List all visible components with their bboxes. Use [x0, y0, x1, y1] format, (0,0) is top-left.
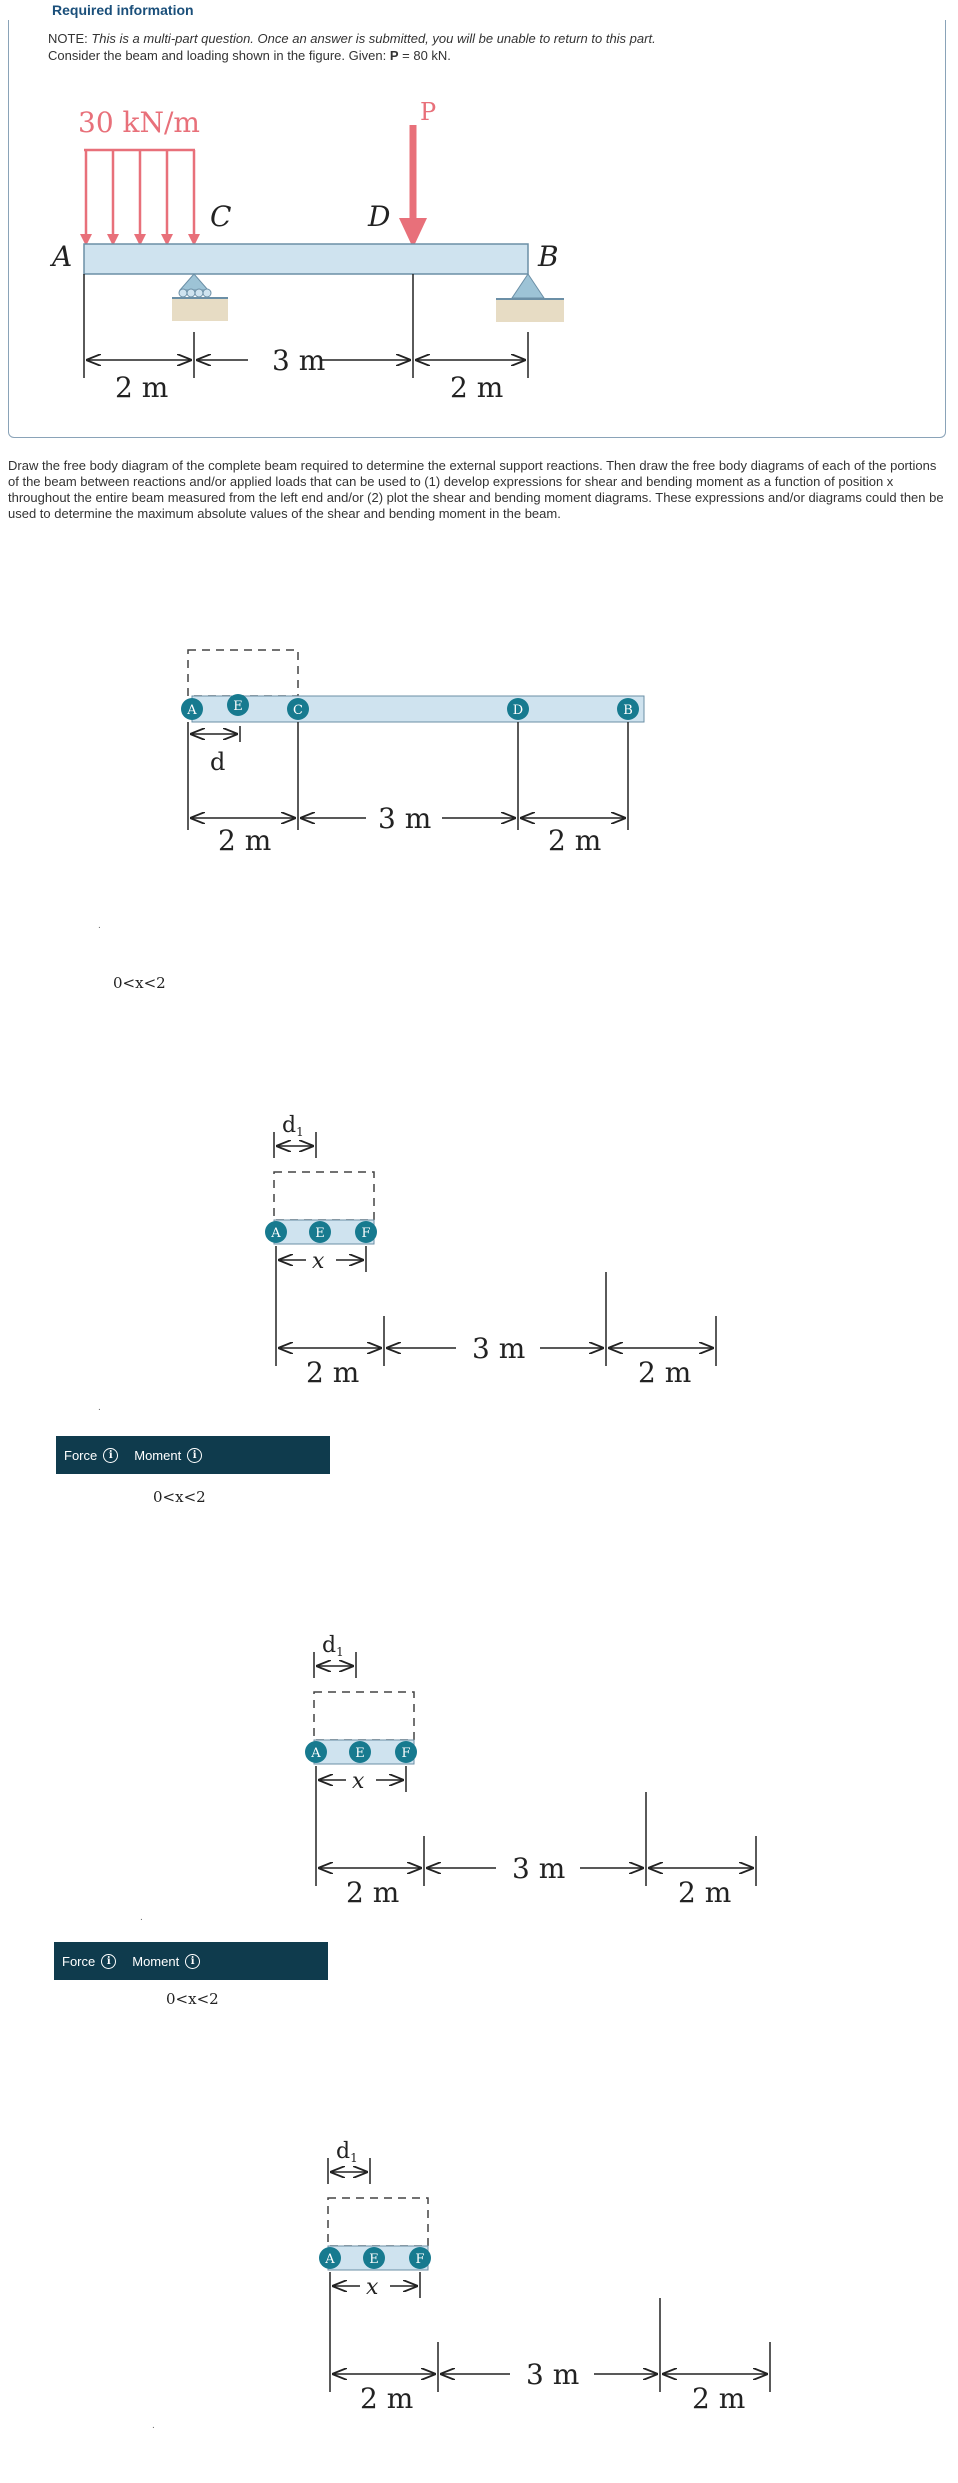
- svg-text:A: A: [187, 703, 197, 718]
- d1-label: d1: [282, 1113, 304, 1139]
- d1-label: d1: [336, 2139, 358, 2165]
- diag4-dim-3m: 3 m: [526, 2358, 580, 2391]
- diag2-dim-2m: 2 m: [306, 1356, 360, 1389]
- beam-figure: [20, 90, 580, 420]
- instructions-text: Draw the free body diagram of the complete beam required to determine the external support reactions. Then draw the free body diagrams of each of the portions of the beam between reactions and/or applied loads that can be used to (1) develop expressions for shear and bending moment as a function of position x throughout the entire beam measured from the left end and/or (2) plot the shear and bending moment diagrams. These expressions and/or diagrams could then be used to determine the maximum absolute values of the shear and bending moment in the beam.: [8, 458, 944, 521]
- moment-tool[interactable]: Moment i: [134, 1448, 202, 1463]
- note-body: This is a multi-part question. Once an answer is submitted, you will be unable to return to this part.: [91, 31, 656, 46]
- given-p: P: [389, 48, 399, 63]
- required-information-title: Required information: [52, 2, 194, 18]
- pin-support: [496, 274, 564, 322]
- seg1-node-e[interactable]: [309, 1221, 331, 1243]
- selection-box: [314, 1692, 414, 1740]
- dot-mark: .: [98, 920, 101, 931]
- seg3-node-f[interactable]: [409, 2247, 431, 2269]
- diag2-dim-2m-right: 2 m: [638, 1356, 692, 1389]
- diag4-dim-2m: 2 m: [360, 2382, 414, 2415]
- range-label-2: 0<x<2: [153, 1488, 206, 1506]
- tool-bar-2: [54, 1942, 328, 1980]
- d-label: d: [210, 748, 226, 776]
- range-label-1: 0<x<2: [113, 974, 166, 992]
- svg-text:D: D: [512, 703, 524, 718]
- fbd-node-a[interactable]: [181, 698, 203, 720]
- x-label: x: [312, 1249, 325, 1274]
- seg3-node-e[interactable]: [363, 2247, 385, 2269]
- dot-mark-4: .: [152, 2420, 155, 2431]
- svg-text:E: E: [355, 1746, 365, 1761]
- label-d: D: [368, 200, 391, 233]
- svg-text:E: E: [233, 699, 243, 714]
- dot-mark-3: .: [140, 1912, 143, 1923]
- diag3-dim-3m: 3 m: [512, 1852, 566, 1885]
- label-a: A: [52, 240, 73, 273]
- diag1-dim-3m: 3 m: [378, 802, 432, 835]
- dim-2m-right: 2 m: [450, 371, 504, 404]
- dim-3m: 3 m: [272, 344, 326, 377]
- svg-text:A: A: [271, 1226, 281, 1241]
- fbd-node-c[interactable]: [287, 698, 309, 720]
- tool-bar-1: [56, 1436, 330, 1474]
- selection-box: [188, 650, 298, 696]
- info-icon[interactable]: i: [187, 1448, 202, 1463]
- force-tool[interactable]: Force i: [62, 1954, 116, 1969]
- seg2-node-f[interactable]: [395, 1741, 417, 1763]
- svg-text:E: E: [315, 1226, 325, 1241]
- selection-box: [328, 2198, 428, 2246]
- given-suffix: = 80 kN.: [402, 48, 451, 63]
- note-text: [48, 30, 656, 47]
- diag3-dim-2m: 2 m: [346, 1876, 400, 1909]
- svg-text:B: B: [623, 703, 633, 718]
- diag2-dim-3m: 3 m: [472, 1332, 526, 1365]
- svg-text:E: E: [369, 2252, 379, 2267]
- diag1-dim-2m-right: 2 m: [548, 824, 602, 857]
- fbd-node-e[interactable]: [227, 694, 249, 716]
- moment-tool[interactable]: Moment i: [132, 1954, 200, 1969]
- diag3-dim-2m-right: 2 m: [678, 1876, 732, 1909]
- diag4-dim-2m-right: 2 m: [692, 2382, 746, 2415]
- dot-mark-2: .: [98, 1402, 101, 1413]
- seg3-node-a[interactable]: [319, 2247, 341, 2269]
- range-label-3: 0<x<2: [166, 1990, 219, 2008]
- roller-support: [172, 274, 228, 321]
- fbd-node-b[interactable]: [617, 698, 639, 720]
- x-label: x: [352, 1769, 365, 1794]
- info-icon[interactable]: i: [185, 1954, 200, 1969]
- load-label: 30 kN/m: [78, 106, 200, 139]
- seg2-node-a[interactable]: [305, 1741, 327, 1763]
- given-text: [48, 48, 451, 63]
- segment-diagram-1[interactable]: [260, 1110, 740, 1400]
- seg1-node-f[interactable]: [355, 1221, 377, 1243]
- force-tool[interactable]: Force i: [64, 1448, 118, 1463]
- fbd-beam: [192, 696, 644, 722]
- svg-text:A: A: [325, 2252, 335, 2267]
- fbd-diagram-full[interactable]: [170, 640, 670, 860]
- dim-2m-left: 2 m: [115, 371, 169, 404]
- distributed-load-arrows: [84, 150, 195, 240]
- segment-diagram-3[interactable]: [314, 2136, 794, 2426]
- label-c: C: [210, 200, 232, 233]
- x-label: x: [366, 2275, 379, 2300]
- info-icon[interactable]: i: [103, 1448, 118, 1463]
- d1-label: d1: [322, 1633, 344, 1659]
- svg-text:F: F: [415, 2252, 425, 2267]
- note-prefix: NOTE:: [48, 31, 88, 46]
- seg2-node-e[interactable]: [349, 1741, 371, 1763]
- segment-diagram-2[interactable]: [300, 1630, 780, 1920]
- fbd-node-d[interactable]: [507, 698, 529, 720]
- info-icon[interactable]: i: [101, 1954, 116, 1969]
- p-label: P: [420, 98, 437, 126]
- svg-text:F: F: [401, 1746, 411, 1761]
- svg-text:F: F: [361, 1226, 371, 1241]
- beam: [84, 244, 528, 274]
- label-b: B: [538, 240, 559, 273]
- svg-text:A: A: [311, 1746, 321, 1761]
- diag1-dim-2m: 2 m: [218, 824, 272, 857]
- selection-box: [274, 1172, 374, 1220]
- seg1-node-a[interactable]: [265, 1221, 287, 1243]
- svg-text:C: C: [293, 703, 303, 718]
- given-prefix: Consider the beam and loading shown in the figure. Given:: [48, 48, 387, 63]
